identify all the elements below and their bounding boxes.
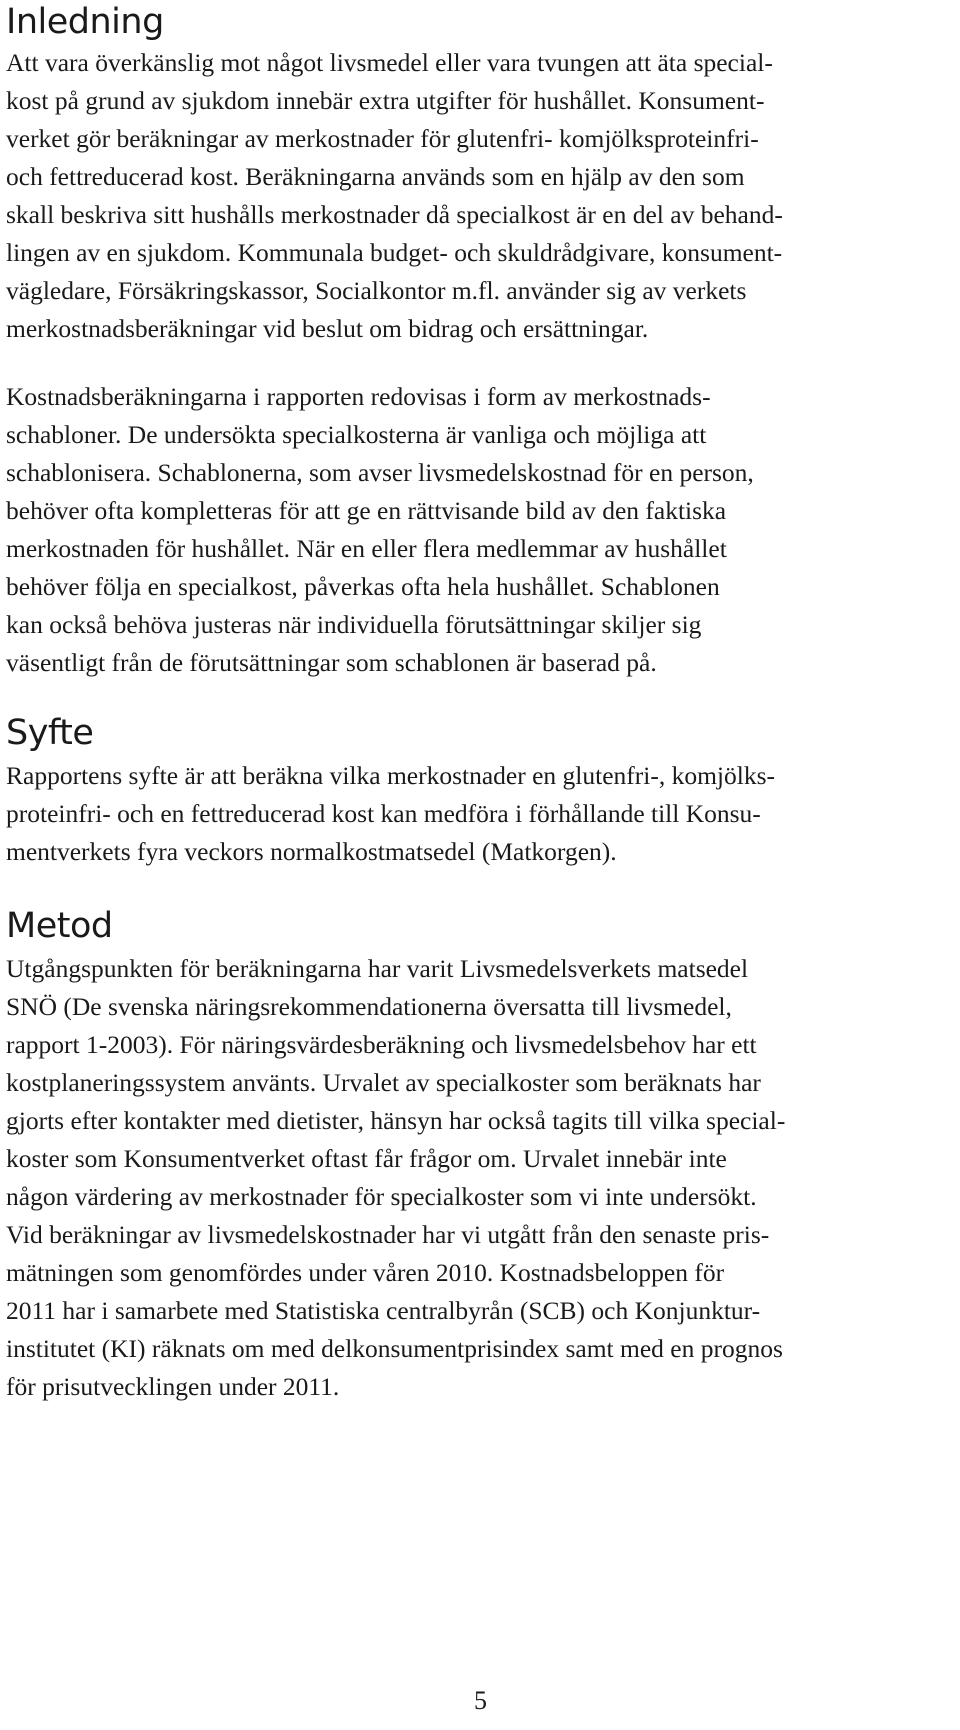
text-line: 2011 har i samarbete med Statistiska centralbyrån (SCB) och Konjunktur-: [6, 1296, 761, 1325]
text-line: kan också behöva justeras när individuella förutsättningar skiljer sig: [6, 610, 702, 639]
paragraph-spacer: [6, 348, 946, 378]
text-line: schablonisera. Schablonerna, som avser livsmedelskostnad för en person,: [6, 458, 754, 487]
document-page: [6, 0, 946, 1406]
text-line: och fettreducerad kost. Beräkningarna används som en hjälp av den som: [6, 162, 745, 191]
text-line: merkostnadsberäkningar vid beslut om bidrag och ersättningar.: [6, 314, 649, 343]
section-heading-inledning: Inledning: [6, 2, 164, 42]
paragraph-inledning-1: [6, 44, 946, 348]
text-line: mätningen som genomfördes under våren 2010. Kostnadsbeloppen för: [6, 1258, 725, 1287]
text-line: kostplaneringssystem använts. Urvalet av specialkoster som beräknats har: [6, 1068, 761, 1097]
text-line: Utgångspunkten för beräkningarna har varit Livsmedelsverkets matsedel: [6, 954, 749, 983]
text-line: Kostnadsberäkningarna i rapporten redovisas i form av merkostnads-: [6, 382, 711, 411]
text-line: någon värdering av merkostnader för specialkoster som vi inte undersökt.: [6, 1182, 757, 1211]
page-number-text: 5: [474, 1686, 487, 1715]
text-line: verket gör beräkningar av merkostnader för glutenfri- komjölksproteinfri-: [6, 124, 759, 153]
text-line: lingen av en sjukdom. Kommunala budget- och skuldrådgivare, konsument-: [6, 238, 783, 267]
text-line: för prisutvecklingen under 2011.: [6, 1372, 340, 1401]
text-line: schabloner. De undersökta specialkosterna är vanliga och möjliga att: [6, 420, 707, 449]
paragraph-inledning-2: [6, 378, 946, 682]
text-line: skall beskriva sitt hushålls merkostnader då specialkost är en del av behand-: [6, 200, 783, 229]
text-line: merkostnaden för hushållet. När en eller flera medlemmar av hushållet: [6, 534, 727, 563]
text-line: Vid beräkningar av livsmedelskostnader har vi utgått från den senaste pris-: [6, 1220, 770, 1249]
text-line: proteinfri- och en fettreducerad kost kan medföra i förhållande till Konsu-: [6, 799, 761, 828]
text-line: kost på grund av sjukdom innebär extra utgifter för hushållet. Konsument-: [6, 86, 765, 115]
text-line: mentverkets fyra veckors normalkostmatsedel (Matkorgen).: [6, 837, 617, 866]
text-line: rapport 1-2003). För näringsvärdesberäkning och livsmedelsbehov har ett: [6, 1030, 757, 1059]
text-line: institutet (KI) räknats om med delkonsumentprisindex samt med en prognos: [6, 1334, 783, 1363]
text-line: SNÖ (De svenska näringsrekommendationerna översatta till livsmedel,: [6, 992, 732, 1021]
text-line: Rapportens syfte är att beräkna vilka merkostnader en glutenfri-, komjölks-: [6, 761, 776, 790]
section-heading-syfte: Syfte: [6, 713, 94, 753]
text-line: behöver följa en specialkost, påverkas ofta hela hushållet. Schablonen: [6, 572, 720, 601]
section-heading-metod: Metod: [6, 906, 113, 946]
paragraph-metod: [6, 950, 946, 1406]
paragraph-syfte: [6, 757, 946, 871]
text-line: Att vara överkänslig mot något livsmedel eller vara tvungen att äta special-: [6, 48, 773, 77]
text-line: koster som Konsumentverket oftast får frågor om. Urvalet innebär inte: [6, 1144, 727, 1173]
text-line: behöver ofta kompletteras för att ge en rättvisande bild av den faktiska: [6, 496, 727, 525]
text-line: väsentligt från de förutsättningar som schablonen är baserad på.: [6, 648, 657, 677]
text-line: gjorts efter kontakter med dietister, hänsyn har också tagits till vilka special-: [6, 1106, 786, 1135]
text-line: vägledare, Försäkringskassor, Socialkontor m.fl. använder sig av verkets: [6, 276, 747, 305]
